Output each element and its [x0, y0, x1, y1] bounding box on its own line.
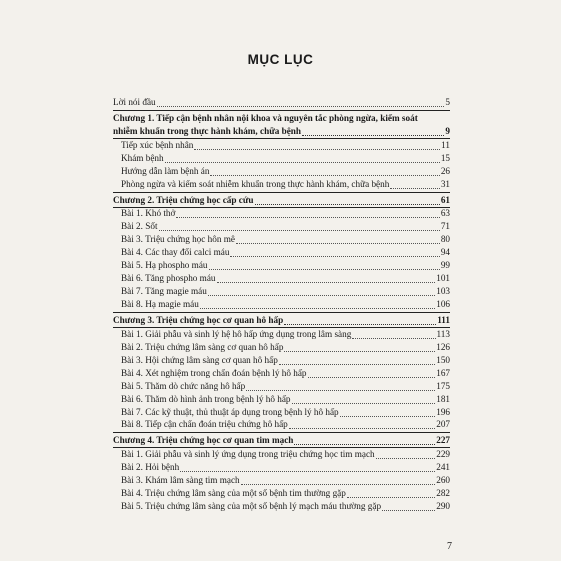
- page-title: MỤC LỤC: [247, 52, 314, 67]
- dot-leader: [352, 329, 435, 339]
- toc-row: [113, 406, 450, 419]
- toc-label: Bài 2. Triệu chứng lâm sàng cơ quan hô hấp: [121, 341, 284, 352]
- chapter-divider: [113, 312, 450, 313]
- dot-leader: [176, 208, 439, 218]
- toc-label: Bài 5. Hạ phospho máu: [121, 260, 208, 271]
- toc-label: Bài 1. Giải phẫu và sinh lý hệ hô hấp ứng dụng trong lâm sàng: [121, 328, 352, 339]
- dot-leader: [292, 394, 436, 404]
- toc-page: 241: [436, 462, 450, 473]
- toc-page: 290: [436, 501, 450, 512]
- table-of-contents: [113, 96, 450, 513]
- toc-label: Bài 8. Tiếp cận chẩn đoán triệu chứng hô hấp: [121, 419, 288, 430]
- toc-row: [113, 285, 450, 298]
- toc-page: 181: [436, 393, 450, 404]
- toc-row: [113, 165, 450, 178]
- toc-label: Bài 3. Triệu chứng học hôn mê: [121, 234, 235, 245]
- dot-leader: [302, 126, 444, 136]
- dot-leader: [376, 449, 436, 459]
- toc-label: Bài 2. Sốt: [121, 221, 158, 232]
- toc-row: [113, 487, 450, 500]
- toc-page: 126: [436, 341, 450, 352]
- toc-page: 71: [440, 221, 450, 232]
- dot-leader: [159, 221, 440, 231]
- toc-row: [113, 380, 450, 393]
- toc-page: 175: [436, 380, 450, 391]
- chapter-divider: [113, 432, 450, 433]
- chapter-title-text: nhiễm khuẩn trong thực hành khám, chữa bệnh: [113, 125, 302, 136]
- dot-leader: [200, 299, 435, 309]
- toc-label: Bài 2. Hỏi bệnh: [121, 462, 180, 473]
- toc-page: 103: [436, 286, 450, 297]
- toc-row: [113, 139, 450, 152]
- toc-row: [113, 461, 450, 474]
- toc-label: Bài 5. Triệu chứng lâm sàng của một số bệnh lý mạch máu thường gặp: [121, 501, 382, 512]
- toc-page: 196: [436, 406, 450, 417]
- toc-label: Hướng dẫn làm bệnh án: [121, 165, 210, 176]
- toc-page: 15: [440, 152, 450, 163]
- dot-leader: [208, 286, 435, 296]
- toc-page: 11: [441, 139, 450, 150]
- toc-row: [113, 500, 450, 513]
- toc-page: 260: [436, 475, 450, 486]
- toc-page: 5: [445, 96, 450, 107]
- dot-leader: [382, 501, 435, 511]
- toc-page: 94: [440, 247, 450, 258]
- chapter-page: 111: [437, 314, 450, 325]
- toc-label: Bài 3. Khám lâm sàng tim mạch: [121, 475, 240, 486]
- chapter-page: 227: [436, 435, 450, 446]
- toc-row: [113, 341, 450, 354]
- toc-row: [113, 474, 450, 487]
- toc-page: 282: [436, 488, 450, 499]
- toc-label: Bài 4. Các thay đổi calci máu: [121, 247, 230, 258]
- toc-row: [113, 259, 450, 272]
- chapter-page: 9: [445, 125, 450, 136]
- toc-label: Bài 7. Tăng magie máu: [121, 286, 207, 297]
- toc-row-preface: [113, 96, 450, 109]
- toc-label: Bài 5. Thăm dò chức năng hô hấp: [121, 380, 246, 391]
- toc-label: Tiếp xúc bệnh nhân: [121, 139, 194, 150]
- toc-row: [113, 233, 450, 246]
- toc-row: [113, 220, 450, 233]
- toc-row: [113, 178, 450, 191]
- toc-page: 167: [436, 367, 450, 378]
- toc-row: [113, 272, 450, 285]
- toc-row: [113, 367, 450, 380]
- chapter-title-text: Chương 4. Triệu chứng học cơ quan tim mạch: [113, 435, 294, 446]
- toc-row: [113, 208, 450, 221]
- toc-page: 113: [436, 328, 450, 339]
- toc-label: Bài 3. Hội chứng lâm sàng cơ quan hô hấp: [121, 354, 278, 365]
- dot-leader: [347, 488, 435, 498]
- toc-row: [113, 298, 450, 311]
- toc-label: Phòng ngừa và kiểm soát nhiễm khuẩn trong thực hành khám, chữa bệnh: [121, 178, 390, 189]
- toc-label: Bài 8. Hạ magie máu: [121, 299, 199, 310]
- toc-row: [113, 152, 450, 165]
- chapter-divider: [113, 110, 450, 111]
- dot-leader: [246, 381, 435, 391]
- dot-leader: [308, 368, 436, 378]
- toc-label: Lời nói đầu: [113, 96, 156, 107]
- toc-page: 63: [440, 208, 450, 219]
- toc-label: Bài 6. Tăng phospho máu: [121, 273, 216, 284]
- dot-leader: [284, 342, 435, 352]
- toc-label: Bài 1. Khó thở: [121, 208, 176, 219]
- chapters-container: [113, 110, 450, 513]
- toc-page: 106: [436, 299, 450, 310]
- toc-page: 207: [436, 419, 450, 430]
- dot-leader: [194, 140, 440, 150]
- toc-label: Bài 1. Giải phẫu và sinh lý ứng dụng trong triệu chứng học tim mạch: [121, 449, 375, 460]
- dot-leader: [294, 435, 435, 445]
- toc-page: 26: [440, 165, 450, 176]
- toc-label: Khám bệnh: [121, 152, 164, 163]
- chapter-heading: [113, 112, 450, 138]
- chapter-heading: [113, 194, 450, 207]
- dot-leader: [241, 475, 436, 485]
- toc-row: [113, 419, 450, 432]
- page-number: 7: [447, 541, 452, 552]
- dot-leader: [210, 166, 439, 176]
- toc-page: 101: [436, 273, 450, 284]
- dot-leader: [209, 260, 440, 270]
- chapter-heading: [113, 314, 450, 327]
- toc-row: [113, 354, 450, 367]
- chapter-divider: [113, 192, 450, 193]
- toc-page: 150: [436, 354, 450, 365]
- toc-page: 80: [440, 234, 450, 245]
- dot-leader: [390, 179, 440, 189]
- dot-leader: [236, 234, 440, 244]
- dot-leader: [340, 407, 436, 417]
- chapter-heading: [113, 434, 450, 447]
- dot-leader: [284, 315, 436, 325]
- chapter-page: 61: [440, 194, 450, 205]
- toc-row: [113, 328, 450, 341]
- toc-row: [113, 448, 450, 461]
- toc-label: Bài 4. Triệu chứng lâm sàng của một số bệnh tim thường gặp: [121, 488, 346, 499]
- dot-leader: [230, 247, 439, 257]
- chapter-title-line2: [113, 125, 450, 138]
- dot-leader: [157, 97, 445, 107]
- toc-row: [113, 246, 450, 259]
- dot-leader: [165, 153, 440, 163]
- chapter-title-text: Chương 3. Triệu chứng học cơ quan hô hấp: [113, 314, 284, 325]
- toc-label: Bài 6. Thăm dò hình ảnh trong bệnh lý hô hấp: [121, 393, 291, 404]
- dot-leader: [279, 355, 435, 365]
- dot-leader: [289, 419, 435, 429]
- toc-label: Bài 7. Các kỹ thuật, thủ thuật áp dụng trong bệnh lý hô hấp: [121, 406, 339, 417]
- toc-row: [113, 393, 450, 406]
- dot-leader: [255, 195, 440, 205]
- toc-page: 31: [440, 178, 450, 189]
- dot-leader: [217, 273, 436, 283]
- toc-page: 229: [436, 449, 450, 460]
- chapter-title-text: Chương 2. Triệu chứng học cấp cứu: [113, 194, 254, 205]
- dot-leader: [180, 462, 435, 472]
- chapter-title-line1: Chương 1. Tiếp cận bệnh nhân nội khoa và nguyên tắc phòng ngừa, kiểm soát: [113, 112, 418, 123]
- toc-page: 99: [440, 260, 450, 271]
- toc-label: Bài 4. Xét nghiệm trong chẩn đoán bệnh lý hô hấp: [121, 367, 307, 378]
